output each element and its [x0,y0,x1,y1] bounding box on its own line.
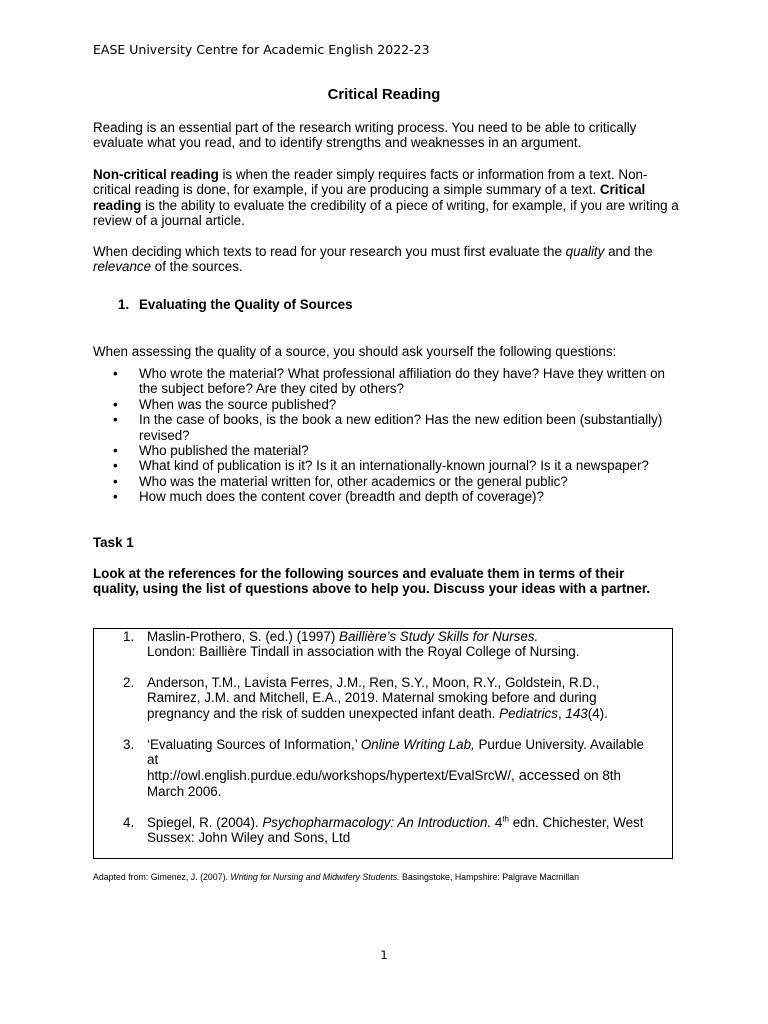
reference-number: 4. [123,815,135,830]
reference-edition: 4 [491,815,503,830]
noncritical-text: is when the reader simply requires facts or information from a text. Non-critical reading is done, for example, if you are producing a simple summary of a text. [93,167,648,198]
questions-intro: When assessing the quality of a source, you should ask yourself the following questions: [93,344,617,359]
bullet-icon: • [113,412,118,428]
question-text: Who wrote the material? What professional affiliation do they have? Have they written on the subject before? Are they cited by others? [139,366,665,397]
critical-term: Critical reading [93,182,646,213]
question-list [93,366,673,505]
reference-title: Online Writing Lab, [360,737,475,752]
section-title: Evaluating the Quality of Sources [139,297,353,312]
section-number: 1. [118,297,130,312]
reference-text [147,629,654,644]
reference-publisher: Purdue University. Available at [147,737,644,768]
deciding-paragraph [93,244,683,275]
footnote-prefix: Adapted from: Gimenez, J. (2007). [93,872,231,882]
reference-number: 3. [123,737,135,752]
footnote-title: Writing for Nursing and Midwifery Students. [230,872,400,882]
footnote-suffix: Basingstoke, Hampshire: Palgrave Macmillan [399,872,580,882]
bullet-icon: • [113,396,118,412]
list-item [93,397,673,412]
reference-superscript: th [502,814,509,824]
reference-author: Maslin-Prothero, S. (ed.) (1997) [147,629,340,644]
bullet-icon: • [113,458,118,474]
reference-accessed: accessed [514,767,580,784]
question-text: How much does the content cover (breadth and depth of coverage)? [139,489,544,505]
reference-separator: , [557,705,566,721]
reference-author: Anderson, T.M., Lavista Ferres, J.M., Ren, S.Y., Moon, R.Y., Goldstein, R.D., Ramirez, J.M. and Mitchell, E.A., 2019. Maternal smoking before and during pregnancy and the risk of sudden unexpected infant death. [147,675,600,721]
footnote [93,872,579,883]
question-text: Who was the material written for, other academics or the general public? [139,473,568,489]
list-item [93,458,673,473]
reference-url[interactable]: http://owl.english.purdue.edu/workshops/hypertext/EvalSrcW/, [147,767,515,783]
reference-item [94,675,654,721]
page-title: Critical Reading [327,87,441,103]
list-item [93,489,673,504]
reference-text [147,737,654,768]
list-item [93,443,673,458]
reference-access [147,768,654,800]
reference-item [94,629,654,660]
deciding-text-2: and the [604,244,653,259]
bullet-icon: • [113,443,118,459]
reference-date: on 8th March 2006. [147,767,621,800]
deciding-text-1: When deciding which texts to read for your research you must first evaluate the [93,244,566,259]
reference-number: 1. [123,629,135,644]
reference-box [93,628,673,859]
reference-volume: 143 [565,705,588,721]
bullet-icon: • [113,473,118,489]
reference-author: Spiegel, R. (2004). [147,815,263,830]
reference-text [147,675,654,721]
reference-title: Psychopharmacology: An Introduction. [262,815,492,830]
reference-text [147,815,654,830]
quality-emphasis: quality [565,244,605,259]
list-item [93,474,673,489]
critical-text: is the ability to evaluate the credibility of a piece of writing, for example, if you are writing a review of a journal article. [93,197,679,229]
bullet-icon: • [113,366,118,381]
noncritical-term: Non-critical reading [93,167,219,182]
question-text: Who published the material? [139,443,309,459]
reference-journal: Pediatrics [499,705,558,721]
reference-publisher: Sussex: John Wiley and Sons, Ltd [147,830,351,846]
intro-paragraph: Reading is an essential part of the research writing process. You need to be able to critically evaluate what you read, and to identify strengths and weaknesses in an argument. [93,120,637,151]
section-heading [118,297,353,312]
definitions-paragraph [93,167,683,229]
list-item [93,366,673,397]
reference-issue: (4). [587,705,608,721]
page-number: 1 [380,948,388,962]
list-item [93,412,673,443]
reference-item [94,815,654,846]
running-header: EASE University Centre for Academic English 2022-23 [93,42,430,57]
question-text: What kind of publication is it? Is it an internationally-known journal? Is it a newspaper? [139,458,649,474]
reference-publisher: London: Baillière Tindall in association with the Royal College of Nursing. [147,644,580,660]
reference-place: edn. Chichester, West [508,815,644,830]
bullet-icon: • [113,489,118,505]
task-instruction: Look at the references for the following sources and evaluate them in terms of their quality, using the list of questions above to help you. Discuss your ideas with a partner. [93,566,651,597]
reference-title: Baillière’s Study Skills for Nurses. [339,629,539,644]
deciding-text-3: of the sources. [151,259,243,275]
reference-item [94,737,654,800]
task-label: Task 1 [93,535,134,550]
question-text: When was the source published? [139,396,337,412]
relevance-emphasis: relevance [93,259,152,275]
question-text: In the case of books, is the book a new edition? Has the new edition been (substantially) revised? [139,412,663,443]
reference-author: ‘Evaluating Sources of Information,’ [147,737,361,752]
reference-number: 2. [123,675,135,690]
